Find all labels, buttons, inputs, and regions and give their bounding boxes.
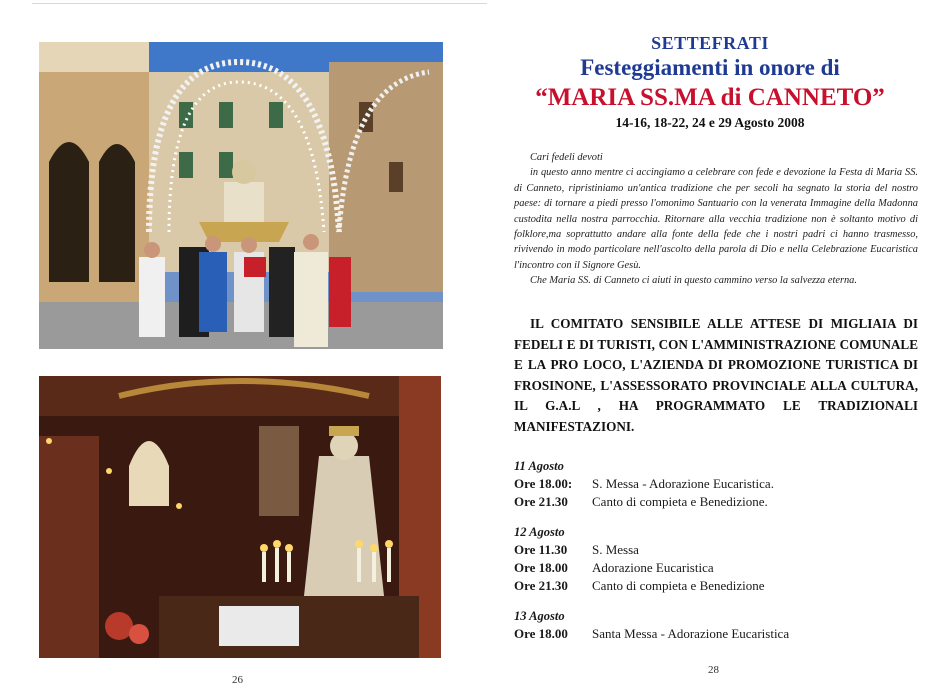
town-name: SETTEFRATI bbox=[651, 33, 769, 53]
schedule-day-label: 12 Agosto bbox=[514, 525, 565, 539]
event-description: Santa Messa - Adorazione Eucaristica bbox=[592, 626, 790, 641]
schedule-day-label: 13 Agosto bbox=[514, 609, 565, 623]
schedule-event bbox=[514, 475, 918, 493]
letter-body: in questo anno mentre ci accingiamo a celebrare con fede e devozione la Festa di Maria SS. di Canneto, ripristiniamo un'antica tradizione che per secoli ha segnato la storia del nostro paese: di tornare a piedi presso l'omonimo Santuario con la venerata Immagine della Madonna custodita nella nostra parrocchia. Ritornare alla vecchia tradizione non è soltanto motivo di folklore,ma soprattutto andare alla fonte della fede che i nostri padri ci hanno trasmesso, rivivendo in modo particolare nell'ascolto della parola di Dio e nella Celebrazione Eucaristica l'incontro con il Signore Gesù. bbox=[514, 167, 918, 271]
page-top-rule bbox=[32, 3, 487, 4]
schedule-event bbox=[514, 493, 918, 511]
procession-photo bbox=[39, 42, 443, 349]
event-time: Ore 18.00 bbox=[514, 626, 568, 641]
schedule-day bbox=[514, 609, 918, 643]
schedule-event bbox=[514, 625, 918, 643]
event-description: Adorazione Eucaristica bbox=[592, 560, 714, 575]
festival-title: Festeggiamenti in onore di bbox=[580, 55, 840, 80]
schedule-day bbox=[514, 525, 918, 595]
committee-statement: IL COMITATO SENSIBILE ALLE ATTESE DI MIGLIAIA DI FEDELI E DI TURISTI, CON L'AMMINISTRAZIONE COMUNALE E LA PRO LOCO, L'AZIENDA DI PROMOZIONE TURISTICA DI FROSINONE, L'ASSESSORATO PROVINCIALE ALLA CULTURA, IL G.A.L , HA PROGRAMMATO LE TRADIZIONALI MANIFESTAZIONI. bbox=[514, 316, 918, 434]
event-time: Ore 18.00: bbox=[514, 476, 573, 491]
pastoral-letter bbox=[514, 150, 918, 289]
event-time: Ore 21.30 bbox=[514, 494, 568, 509]
schedule-event bbox=[514, 577, 918, 595]
schedule-event bbox=[514, 541, 918, 559]
schedule-day bbox=[514, 459, 918, 511]
schedule-day-label: 11 Agosto bbox=[514, 459, 564, 473]
event-time: Ore 18.00 bbox=[514, 560, 568, 575]
event-description: Canto di compieta e Benedizione. bbox=[592, 494, 768, 509]
festival-dates: 14-16, 18-22, 24 e 29 Agosto 2008 bbox=[615, 115, 805, 130]
schedule-event bbox=[514, 559, 918, 577]
letter-closing: Che Maria SS. di Canneto ci aiuti in questo cammino verso la salvezza eterna. bbox=[530, 275, 857, 287]
page-number-left: 26 bbox=[232, 674, 243, 686]
dedication-title: “MARIA SS.MA di CANNETO” bbox=[535, 84, 885, 111]
letter-salutation: Cari fedeli devoti bbox=[530, 152, 603, 163]
event-description: Canto di compieta e Benedizione bbox=[592, 578, 765, 593]
event-time: Ore 21.30 bbox=[514, 578, 568, 593]
event-description: S. Messa - Adorazione Eucaristica. bbox=[592, 476, 774, 491]
page-number-right: 28 bbox=[708, 664, 719, 676]
altar-photo bbox=[39, 376, 441, 658]
event-time: Ore 11.30 bbox=[514, 542, 568, 557]
event-description: S. Messa bbox=[592, 542, 639, 557]
